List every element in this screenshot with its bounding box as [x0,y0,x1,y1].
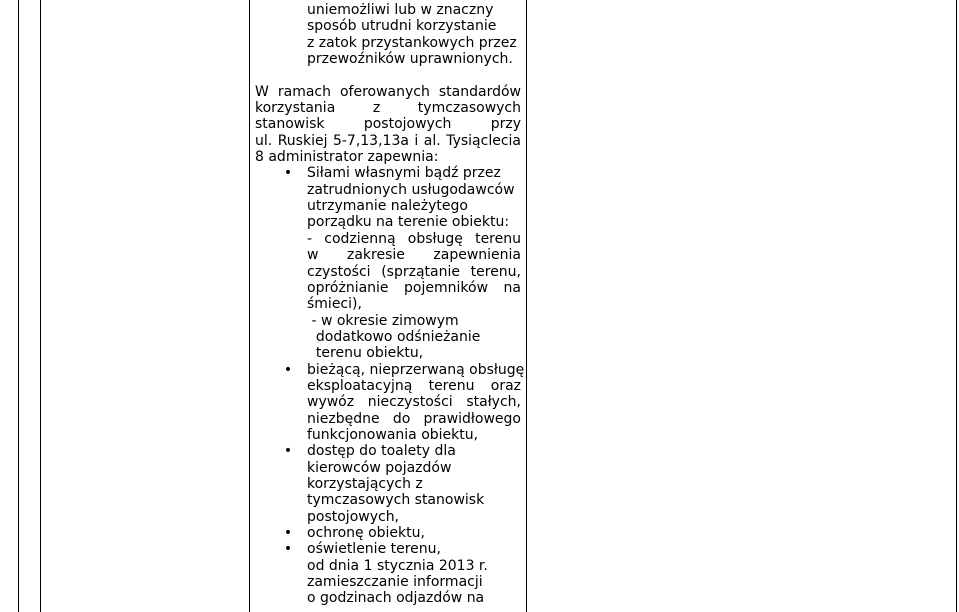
text-line: funkcjonowania obiektu, [307,426,479,443]
text-line: bieżącą, nieprzerwaną obsługę [307,361,525,378]
text-line: przewoźników uprawnionych. [307,51,513,68]
text-line: od dnia 1 stycznia 2013 r. [307,557,488,574]
text-line: czystości (sprzątanie terenu, [307,263,521,280]
text-line: stanowisk postojowych przy [255,116,521,133]
column-border [249,0,250,612]
text-line: W ramach oferowanych standardów [255,83,521,100]
list-item [255,361,525,378]
list-item [255,525,521,541]
text-line: opróżnianie pojemników na [307,279,521,296]
text-line: Siłami własnymi bądź przez [307,165,501,182]
text-line: korzystania z tymczasowych [255,100,521,117]
description-cell [255,2,525,607]
text-line: ul. Ruskiej 5-7,13,13a i al. Tysiąclecia [255,132,521,149]
column-border [40,0,41,612]
text-line: śmieci), [307,296,362,313]
text-line: zatrudnionych usługodawców [307,181,515,198]
text-line: z zatok przystankowych przez [307,34,517,51]
text-line: niezbędne do prawidłowego [307,410,521,427]
bullet-icon: • [283,165,293,182]
text-line: dodatkowo odśnieżanie [307,328,481,345]
text-line: kierowców pojazdów [307,459,452,476]
text-line: terenu obiektu, [307,345,424,362]
text-line: zamieszczanie informacji [307,574,483,591]
column-border [18,0,19,612]
bullet-icon: • [283,443,293,460]
list-item [255,541,521,557]
text-line: postojowych, [307,508,400,525]
text-line: - w okresie zimowym [307,312,459,329]
bullet-icon: • [283,525,293,541]
text-line: korzystających z [307,475,423,492]
text-line: ochronę obiektu, [307,525,425,541]
list-item [255,165,521,181]
text-line: sposób utrudni korzystanie [307,18,497,35]
text-line: uniemożliwi lub w znaczny [307,2,494,18]
paragraph-gap [255,67,521,83]
list-item [255,443,521,459]
text-line: porządku na terenie obiektu: [307,214,510,231]
text-line: dostęp do toalety dla [307,443,456,460]
text-line: wywóz nieczystości stałych, [307,394,521,411]
text-line: o godzinach odjazdów na [307,590,485,607]
text-line: tymczasowych stanowisk [307,492,485,509]
bullet-icon: • [283,541,293,558]
bullet-icon: • [283,361,293,378]
text-line: utrzymanie należytego [307,198,468,215]
text-line: w zakresie zapewnienia [307,247,521,264]
text-line: - codzienną obsługę terenu [307,230,521,247]
text-line: 8 administrator zapewnia: [255,149,439,166]
column-border [526,0,527,612]
text-line: oświetlenie terenu, [307,541,441,558]
column-border [956,0,957,612]
text-line: eksploatacyjną terenu oraz [307,377,521,394]
